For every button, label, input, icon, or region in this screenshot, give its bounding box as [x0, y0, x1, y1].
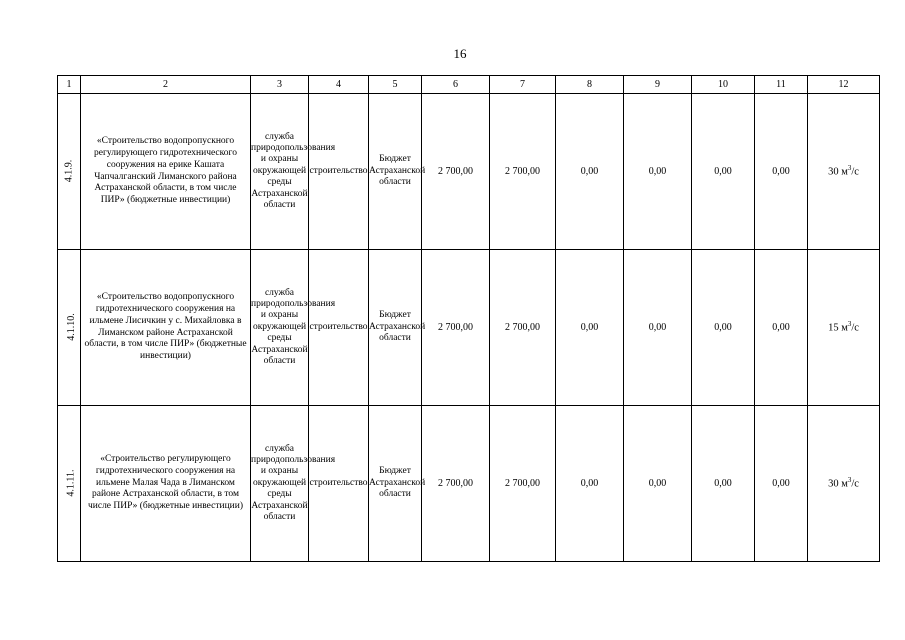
- work-type: строительство: [309, 94, 369, 250]
- column-header: 2: [81, 76, 251, 94]
- row-id-text: 4.1.11.: [65, 469, 77, 497]
- capacity-exponent: 3: [847, 319, 852, 328]
- column-header: 8: [556, 76, 624, 94]
- value-cell: 2 700,00: [490, 406, 556, 562]
- capacity-cell: [808, 406, 880, 562]
- column-header: 3: [251, 76, 309, 94]
- table-row: [58, 94, 880, 250]
- header-row: [58, 76, 880, 94]
- row-id: [58, 94, 81, 250]
- value-cell: 2 700,00: [490, 250, 556, 406]
- capacity-unit: /с: [851, 166, 859, 178]
- value-cell: 0,00: [556, 94, 624, 250]
- program-table: [57, 75, 880, 562]
- row-id: [58, 406, 81, 562]
- column-header: 9: [624, 76, 692, 94]
- project-description: «Строительство регулирующего гидротехнического сооружения на ильмене Малая Чада в Лиманском районе Астраханской области, в том числе ПИР» (бюджетные инвестиции): [81, 406, 251, 562]
- value-cell: 0,00: [755, 406, 808, 562]
- value-cell: 0,00: [755, 94, 808, 250]
- row-id-text: 4.1.10.: [65, 313, 77, 342]
- column-header: 4: [309, 76, 369, 94]
- value-cell: 0,00: [556, 406, 624, 562]
- column-header: 7: [490, 76, 556, 94]
- value-cell: 0,00: [624, 406, 692, 562]
- capacity-unit: /с: [851, 478, 859, 490]
- work-type: строительство: [309, 406, 369, 562]
- funding-source: Бюджет Астраханской области: [369, 94, 422, 250]
- value-cell: 0,00: [692, 250, 755, 406]
- value-cell: 0,00: [556, 250, 624, 406]
- project-description: «Строительство водопропускного гидротехнического сооружения на ильмене Лисичкин у с. Михайловка в Лиманском районе Астраханской области, в том числе ПИР» (бюджетные инвестиции): [81, 250, 251, 406]
- funding-source: Бюджет Астраханской области: [369, 406, 422, 562]
- capacity-unit: /с: [851, 322, 859, 334]
- value-cell: 2 700,00: [490, 94, 556, 250]
- executor: служба природопользования и охраны окружающей среды Астраханской области: [251, 406, 309, 562]
- table-row: [58, 406, 880, 562]
- executor: служба природопользования и охраны окружающей среды Астраханской области: [251, 250, 309, 406]
- value-cell: 2 700,00: [422, 406, 490, 562]
- column-header: 5: [369, 76, 422, 94]
- row-id-text: 4.1.9.: [63, 160, 75, 183]
- capacity-cell: [808, 94, 880, 250]
- value-cell: 2 700,00: [422, 94, 490, 250]
- column-header: 10: [692, 76, 755, 94]
- funding-source: Бюджет Астраханской области: [369, 250, 422, 406]
- value-cell: 0,00: [624, 94, 692, 250]
- column-header: 6: [422, 76, 490, 94]
- capacity-exponent: 3: [847, 163, 852, 172]
- value-cell: 0,00: [624, 250, 692, 406]
- capacity-value: 30 м: [828, 478, 848, 490]
- page-number: 16: [453, 46, 467, 61]
- column-header: 1: [58, 76, 81, 94]
- value-cell: 0,00: [692, 406, 755, 562]
- value-cell: 2 700,00: [422, 250, 490, 406]
- column-header: 11: [755, 76, 808, 94]
- capacity-value: 15 м: [828, 322, 848, 334]
- project-description: «Строительство водопропускного регулирующего гидротехнического сооружения на ерике Кашата Чапчалганский Лиманского района Астраханской области, в том числе ПИР» (бюджетные инвестиции): [81, 94, 251, 250]
- value-cell: 0,00: [755, 250, 808, 406]
- column-header: 12: [808, 76, 880, 94]
- capacity-cell: [808, 250, 880, 406]
- row-id: [58, 250, 81, 406]
- capacity-value: 30 м: [828, 166, 848, 178]
- capacity-exponent: 3: [847, 475, 852, 484]
- table-row: [58, 250, 880, 406]
- work-type: строительство: [309, 250, 369, 406]
- value-cell: 0,00: [692, 94, 755, 250]
- executor: служба природопользования и охраны окружающей среды Астраханской области: [251, 94, 309, 250]
